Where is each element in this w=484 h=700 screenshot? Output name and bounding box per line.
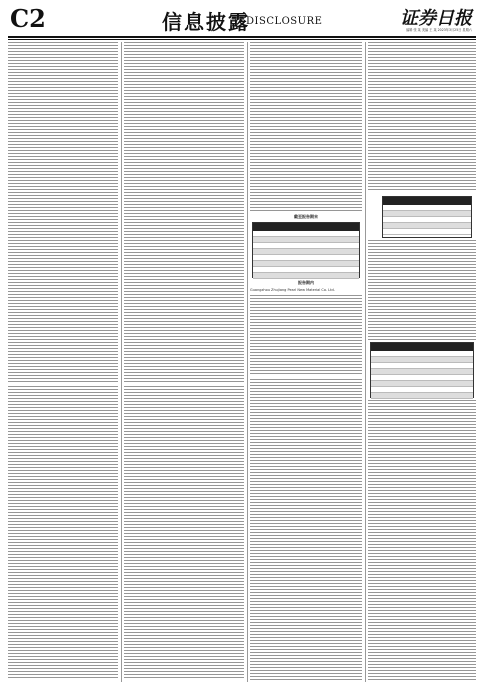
- text-block: [8, 42, 118, 382]
- masthead: [8, 0, 476, 38]
- page-code: C2: [10, 4, 46, 33]
- issue-meta: 编辑 张 某 美编 王 某 2023年3月25日 星期六: [406, 28, 472, 32]
- brand-logo: 证券日报: [400, 8, 472, 29]
- data-table: [382, 196, 472, 238]
- column-2: [124, 42, 244, 682]
- header-rule: [8, 39, 476, 40]
- text-block: [8, 386, 118, 678]
- column-divider: [121, 42, 122, 682]
- section-title: 信息披露: [162, 10, 250, 34]
- text-block: [124, 42, 244, 382]
- column-3: [250, 42, 362, 682]
- text-block: [250, 42, 362, 212]
- column-divider: [365, 42, 366, 682]
- text-block: [250, 379, 362, 682]
- column-divider: [247, 42, 248, 682]
- data-table: [252, 222, 360, 278]
- data-table: [370, 342, 474, 398]
- text-block: [368, 240, 476, 340]
- section-subtitle: DISCLOSURE: [246, 16, 323, 27]
- table-title: 截至报告期末: [294, 214, 318, 219]
- text-block: [368, 400, 476, 682]
- table-title: 报告期内: [298, 280, 314, 285]
- column-4: [368, 42, 476, 682]
- column-1: [8, 42, 118, 682]
- company-name-en: Guangzhou Zhujiang Pearl New Material Co. Ltd.: [250, 288, 335, 292]
- text-block: [250, 295, 362, 375]
- text-block: [124, 386, 244, 678]
- text-block: [368, 42, 476, 192]
